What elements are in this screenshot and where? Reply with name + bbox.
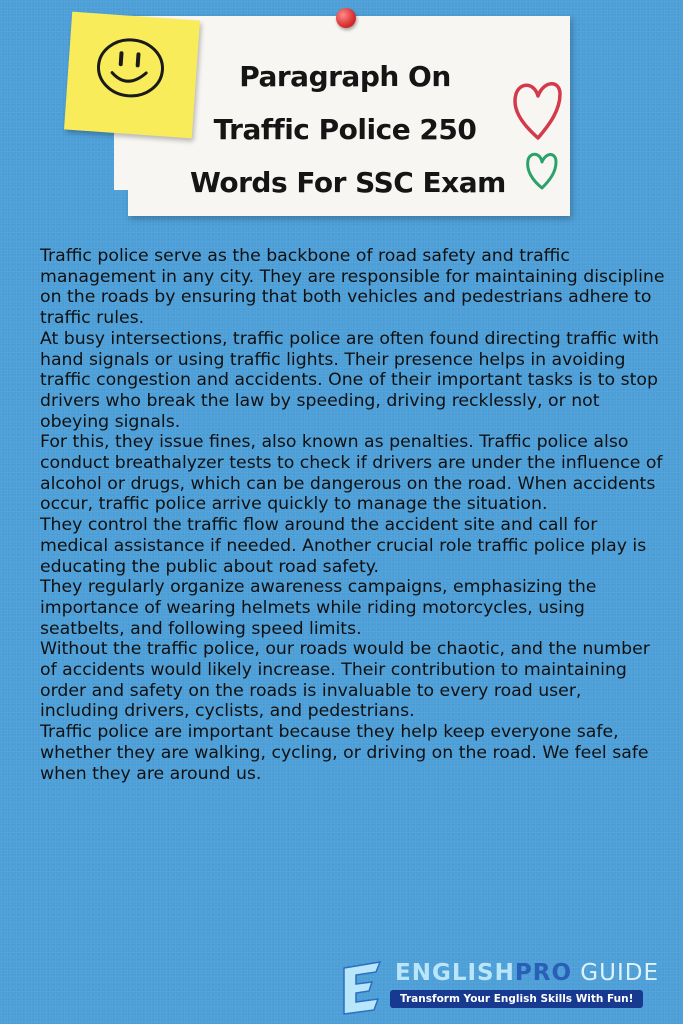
article-body <box>40 246 665 784</box>
brand-name <box>395 960 659 986</box>
brand-logo[interactable] <box>340 960 680 1020</box>
hearts-decoration <box>510 72 570 192</box>
paragraph: Traffic police serve as the backbone of road safety and traffic management in any city. They are responsible for maintaining discipline on the roads by ensuring that both vehicles and pedestrians adhere to traffic rules. <box>40 246 665 329</box>
paragraph: Without the traffic police, our roads would be chaotic, and the number of accidents would likely increase. Their contribution to maintaining order and safety on the roads is invaluable to every road user, including drivers, cyclists, and pedestrians. <box>40 639 650 722</box>
paragraph: They regularly organize awareness campaigns, emphasizing the importance of wearing helmets while riding motorcycles, using seatbelts, and following speed limits. <box>40 577 597 639</box>
paragraph: Traffic police are important because they help keep everyone safe, whether they are walking, cycling, or driving on the road. We feel safe when they are around us. <box>40 722 649 784</box>
smiley-icon <box>88 31 173 106</box>
title-line: Words For SSC Exam <box>190 166 506 199</box>
paragraph: For this, they issue fines, also known as penalties. Traffic police also conduct breathalyzer tests to check if drivers are under the influence of alcohol or drugs, which can be dangerous on the road. When accidents occur, traffic police arrive quickly to manage the situation. <box>40 432 663 515</box>
sticky-note <box>64 12 200 139</box>
paragraph: They control the traffic flow around the accident site and call for medical assistance if needed. Another crucial role traffic police play is educating the public about road safety. <box>40 515 647 577</box>
brand-tagline: Transform Your English Skills With Fun! <box>390 990 643 1008</box>
brand-part-english: ENGLISH <box>395 960 515 986</box>
paragraph: At busy intersections, traffic police are often found directing traffic with hand signals or using traffic lights. Their presence helps in avoiding traffic congestion and accidents. One of their important tasks is to stop drivers who break the law by speeding, driving recklessly, or not obeying signals. <box>40 328 660 432</box>
brand-part-guide: GUIDE <box>572 960 659 986</box>
heart-red-icon <box>515 84 560 138</box>
paper-torn-tab <box>114 130 144 190</box>
heart-green-icon <box>528 154 556 188</box>
push-pin-icon <box>336 8 356 28</box>
page-title <box>190 50 506 209</box>
title-line: Traffic Police 250 <box>213 113 477 146</box>
englishpro-e-logo-icon <box>340 960 392 1016</box>
brand-part-pro: PRO <box>514 960 572 986</box>
title-line: Paragraph On <box>239 60 451 93</box>
